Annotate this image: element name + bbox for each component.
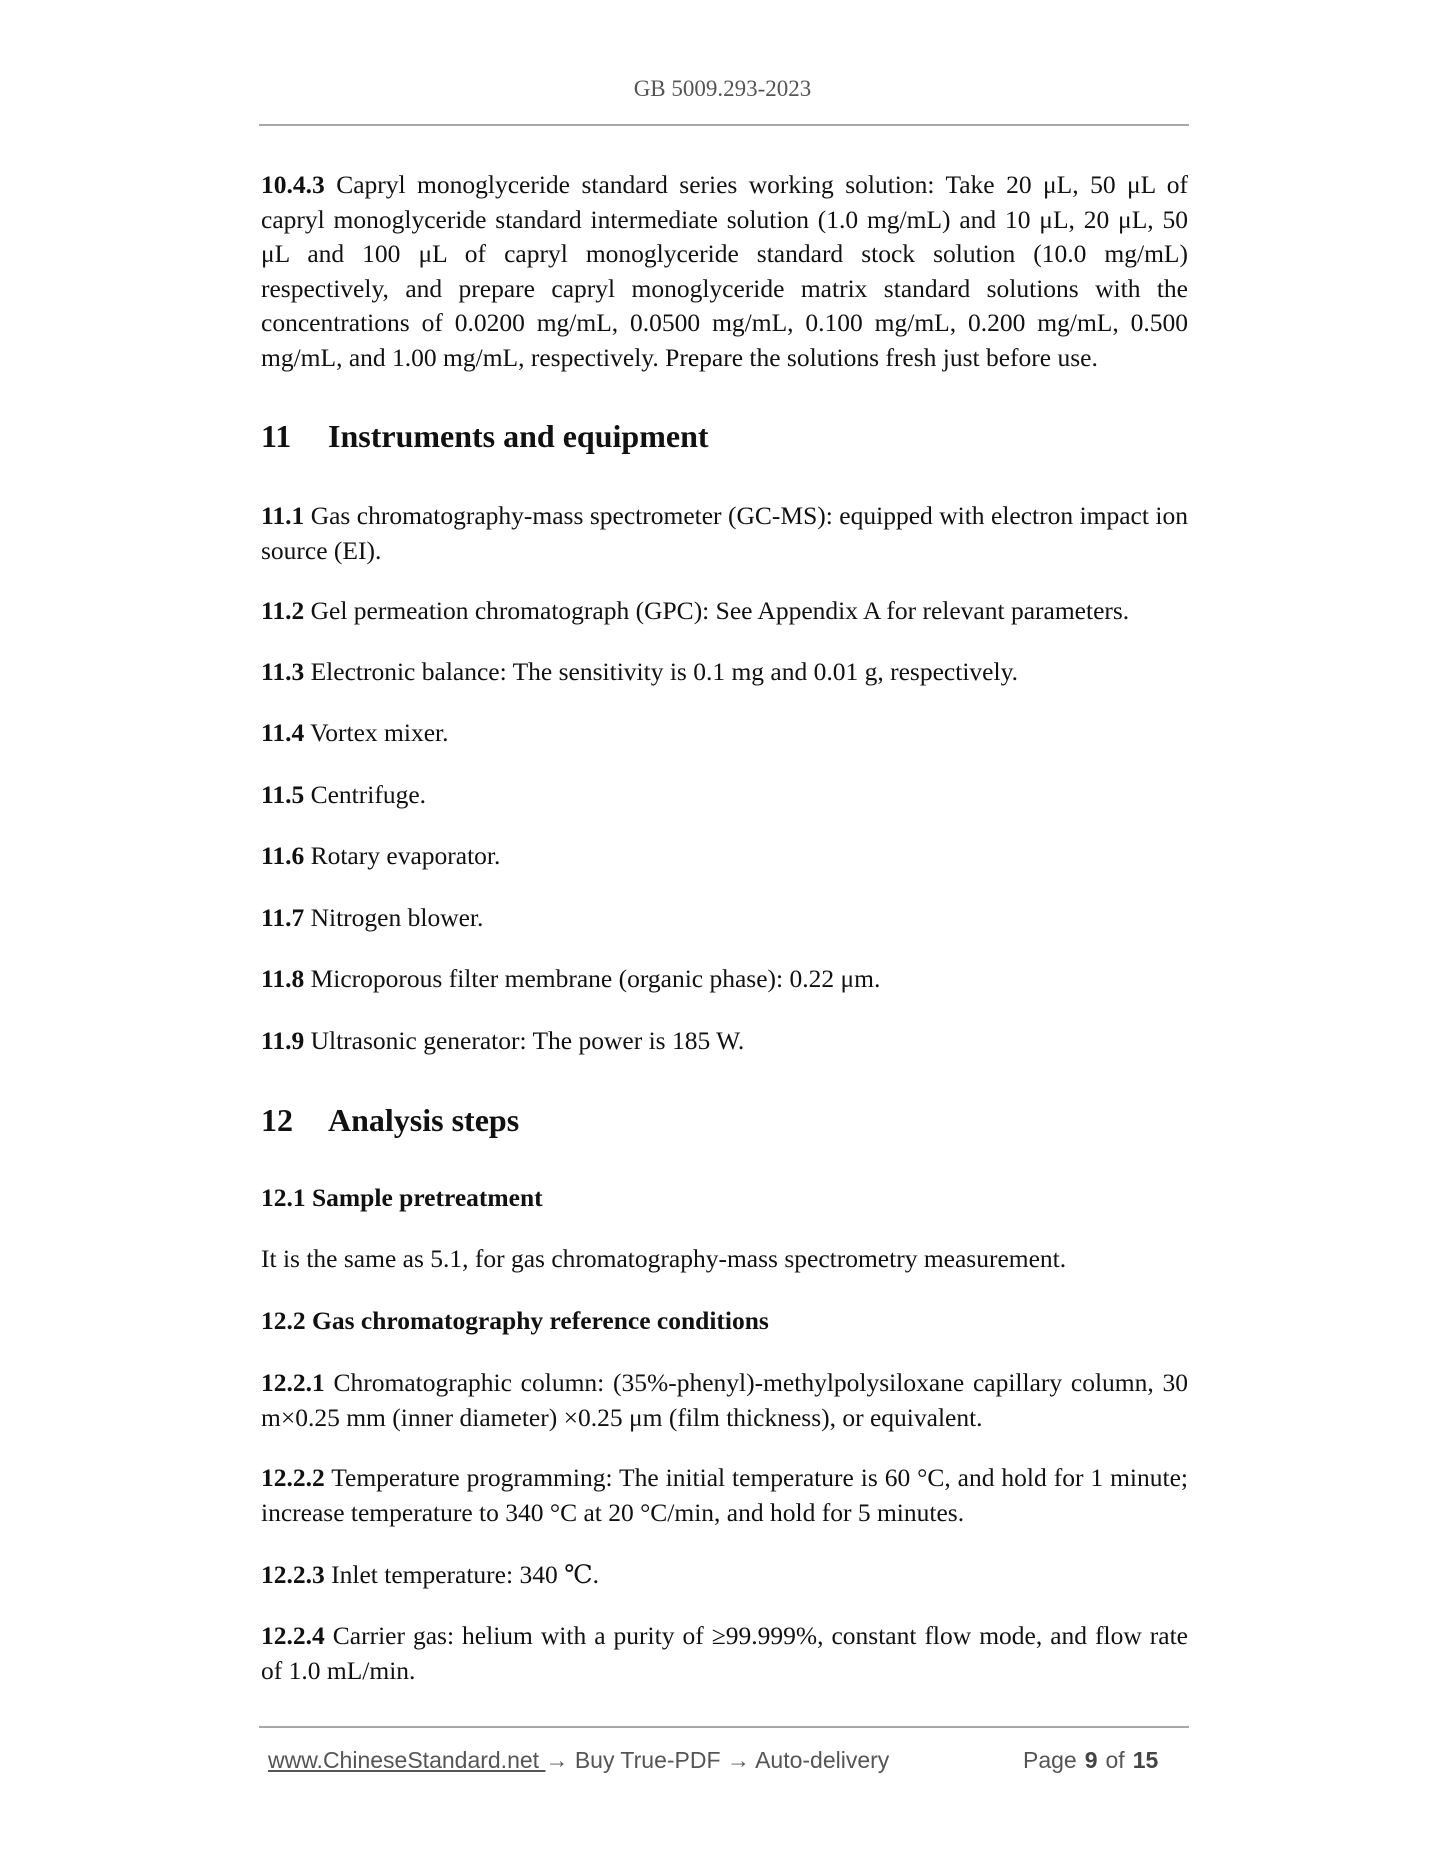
clause-11-4: [261, 716, 1188, 751]
clause-11-5: [261, 778, 1188, 813]
clause-11-2: [261, 594, 1188, 629]
clause-number: 12.2.3: [261, 1560, 325, 1589]
clause-11-1: [261, 499, 1188, 568]
clause-text: Vortex mixer.: [310, 718, 449, 747]
paragraph-10-4-3: [261, 168, 1188, 375]
clause-text: Inlet temperature: 340 ℃.: [331, 1560, 599, 1589]
clause-text: Chromatographic column: (35%-phenyl)-methylpolysiloxane capillary column, 30 m×0.25 mm (inner diameter) ×0.25 μm (film thickness), or equivalent.: [261, 1368, 1188, 1432]
clause-number: 11.4: [261, 718, 305, 747]
clause-text: Carrier gas: helium with a purity of ≥99.999%, constant flow mode, and flow rate of 1.0 mL/min.: [261, 1621, 1189, 1685]
clause-11-8: [261, 962, 1188, 997]
clause-text: Gas chromatography-mass spectrometer (GC-MS): equipped with electron impact ion source (EI).: [261, 501, 1189, 565]
subsection-heading-12-2: 12.2 Gas chromatography reference conditions: [261, 1306, 769, 1335]
clause-number: 11.9: [261, 1026, 305, 1055]
clause-number: 11.3: [261, 657, 305, 686]
clause-text: Temperature programming: The initial temperature is 60 °C, and hold for 1 minute; increase temperature to 340 °C at 20 °C/min, and hold for 5 minutes.: [261, 1463, 1188, 1527]
clause-text: Electronic balance: The sensitivity is 0.1 mg and 0.01 g, respectively.: [310, 657, 1019, 686]
subsection-heading-12-1: 12.1 Sample pretreatment: [261, 1183, 543, 1212]
arrow-right-icon: →: [545, 1747, 569, 1773]
document-header: GB 5009.293-2023: [633, 76, 812, 101]
clause-number: 12.2.2: [261, 1463, 325, 1492]
footer-divider: [259, 1726, 1189, 1728]
clause-12-2-3: [261, 1558, 1188, 1593]
page-indicator: [1023, 1746, 1158, 1774]
clause-12-2-4: [261, 1619, 1188, 1688]
section-heading-11: [261, 416, 709, 456]
section-heading-12: [261, 1100, 519, 1140]
clause-number: 11.1: [261, 501, 305, 530]
clause-11-3: [261, 655, 1188, 690]
footer-promo: [268, 1746, 889, 1774]
clause-text: Microporous filter membrane (organic phase): 0.22 μm.: [310, 964, 881, 993]
page-label: Page: [1023, 1747, 1077, 1773]
clause-number: 12.2.1: [261, 1368, 325, 1397]
header-divider: [259, 124, 1189, 126]
clause-text: Rotary evaporator.: [310, 841, 501, 870]
clause-number: 11.6: [261, 841, 305, 870]
section-title: Instruments and equipment: [328, 418, 709, 454]
clause-text: Nitrogen blower.: [310, 903, 484, 932]
buy-true-pdf-text: Buy True-PDF: [574, 1747, 721, 1773]
section-title: Analysis steps: [328, 1102, 520, 1138]
clause-number: 11.5: [261, 780, 305, 809]
clause-text: Centrifuge.: [310, 780, 427, 809]
page-number: 9: [1084, 1747, 1098, 1773]
auto-delivery-text: Auto-delivery: [755, 1747, 890, 1773]
clause-12-2-2: [261, 1461, 1188, 1530]
section-number: 12: [261, 1102, 293, 1138]
clause-number: 12.2.4: [261, 1621, 325, 1650]
website-link[interactable]: www.ChineseStandard.net: [268, 1747, 546, 1773]
clause-text: Ultrasonic generator: The power is 185 W.: [310, 1026, 745, 1055]
arrow-right-icon: →: [726, 1747, 750, 1773]
clause-text: Gel permeation chromatograph (GPC): See Appendix A for relevant parameters.: [310, 596, 1130, 625]
page-total: 15: [1132, 1747, 1159, 1773]
clause-text: Capryl monoglyceride standard series working solution: Take 20 μL, 50 μL of capryl monoglyceride standard intermediate solution (1.0 mg/mL) and 10 μL, 20 μL, 50 μL and 100 μL of capryl monoglyceride standard stock solution (10.0 mg/mL) respectively, and prepare capryl monoglyceride matrix standard solutions with the concentrations of 0.0200 mg/mL, 0.0500 mg/mL, 0.100 mg/mL, 0.200 mg/mL, 0.500 mg/mL, and 1.00 mg/mL, respectively. Prepare the solutions fresh just before use.: [261, 170, 1188, 372]
clause-number: 11.7: [261, 903, 305, 932]
of-label: of: [1105, 1747, 1125, 1773]
clause-number: 11.2: [261, 596, 305, 625]
section-number: 11: [261, 418, 292, 454]
clause-number: 11.8: [261, 964, 305, 993]
clause-11-6: [261, 839, 1188, 874]
clause-11-9: [261, 1024, 1188, 1059]
clause-11-7: [261, 901, 1188, 936]
clause-number: 10.4.3: [261, 170, 325, 199]
clause-12-2-1: [261, 1366, 1188, 1435]
paragraph-12-1: It is the same as 5.1, for gas chromatography-mass spectrometry measurement.: [261, 1244, 1067, 1273]
